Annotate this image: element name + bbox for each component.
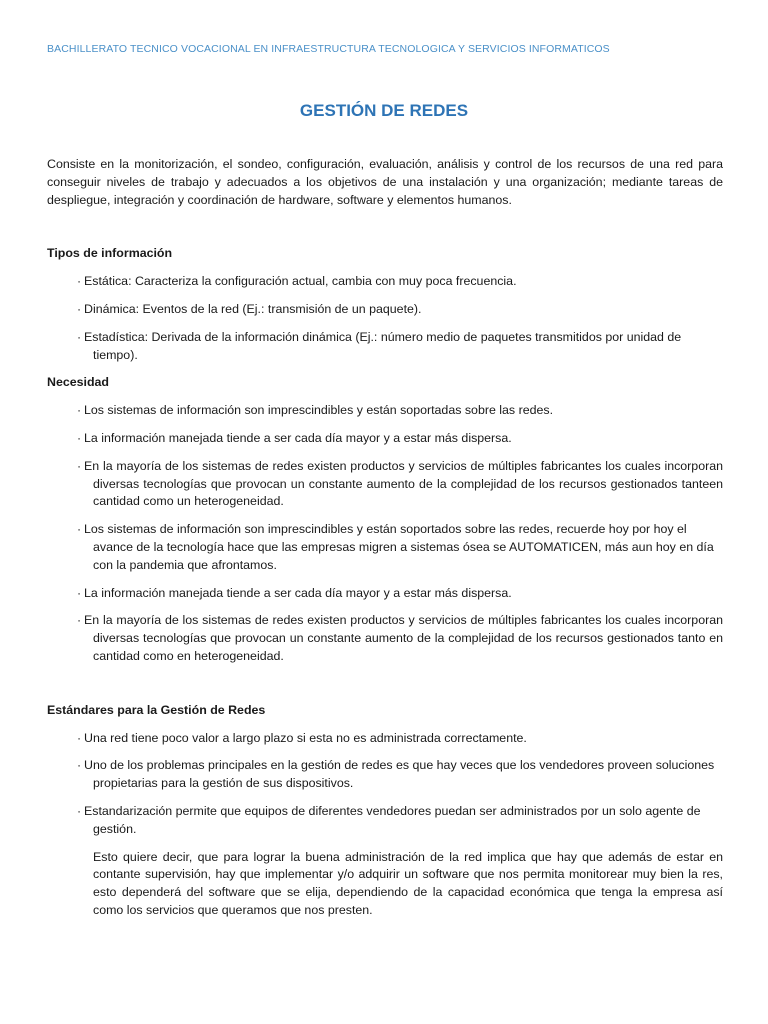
bullet-marker: · xyxy=(77,522,82,537)
bullet-marker: · xyxy=(77,613,82,628)
list-item-text: Los sistemas de información son imprescindibles y están soportados sobre las redes, recuerde hoy por hoy el avance de la tecnología hace que las empresas migren a sistemas ósea se AUTOMATICEN, más aun hoy en día con la pandemia que afrontamos. xyxy=(84,522,714,572)
page-title: GESTIÓN DE REDES xyxy=(299,101,469,120)
list-item-text: Dinámica: Eventos de la red (Ej.: transmisión de un paquete). xyxy=(84,301,422,316)
list-item-text: Una red tiene poco valor a largo plazo si esta no es administrada correctamente. xyxy=(84,730,527,745)
list-item xyxy=(47,585,723,603)
list-item-text: En la mayoría de los sistemas de redes existen productos y servicios de múltiples fabricantes los cuales incorporan diversas tecnologías que provocan un constante aumento de la complejidad de los recursos gestionados tanto en cantidad como en heterogeneidad. xyxy=(84,613,723,663)
list-item xyxy=(47,329,723,365)
running-header: BACHILLERATO TECNICO VOCACIONAL EN INFRAESTRUCTURA TECNOLOGICA Y SERVICIOS INFORMATICOS xyxy=(47,43,610,55)
list-item-text: Estandarización permite que equipos de diferentes vendedores puedan ser administrados por un solo agente de gestión. xyxy=(84,803,701,836)
list-item-text: Uno de los problemas principales en la gestión de redes es que hay veces que los vendedores proveen soluciones propietarias para la gestión de sus dispositivos. xyxy=(84,758,715,791)
bullet-marker: · xyxy=(77,730,82,745)
intro-paragraph: Consiste en la monitorización, el sondeo, configuración, evaluación, análisis y control de los recursos de una red para conseguir niveles de trabajo y adecuados a los objetivos de una instalación y una organización; mediante tareas de despliegue, integración y coordinación de hardware, software y elementos humanos. xyxy=(47,157,723,207)
list-item xyxy=(47,757,723,793)
bullet-marker: · xyxy=(77,403,82,418)
list-item-text: En la mayoría de los sistemas de redes existen productos y servicios de múltiples fabricantes los cuales incorporan diversas tecnologías que provocan un constante aumento de la complejidad de los recursos gestionados tanteen cantidad como un heterogeneidad. xyxy=(84,458,723,509)
list-item-text: Estadística: Derivada de la información dinámica (Ej.: número medio de paquetes transmitidos por unidad de tiempo). xyxy=(84,329,682,362)
document-body xyxy=(47,156,723,920)
section-heading-estandares: Estándares para la Gestión de Redes xyxy=(47,702,266,717)
list-item xyxy=(47,521,723,574)
list-item xyxy=(47,430,723,448)
bullet-marker: · xyxy=(77,329,82,344)
bullet-marker: · xyxy=(77,758,82,773)
bullet-marker: · xyxy=(77,430,82,445)
list-item xyxy=(47,612,723,665)
section-heading-tipos: Tipos de información xyxy=(47,246,173,261)
list-item xyxy=(47,730,723,748)
section-heading-necesidad: Necesidad xyxy=(47,375,109,390)
list-item-text: Los sistemas de información son imprescindibles y están soportadas sobre las redes. xyxy=(84,403,554,418)
explanatory-paragraph: Esto quiere decir, que para lograr la buena administración de la red implica que hay que además de estar en contante supervisión, hay que implementar y/o adquirir un software que nos permita monitorear muy bien la res, esto dependerá del software que se elija, dependiendo de la capacidad económica que tenga la empresa así como los servicios que queramos que nos presten. xyxy=(93,849,723,917)
list-item xyxy=(47,803,723,839)
bullet-marker: · xyxy=(77,458,82,473)
bullet-marker: · xyxy=(77,301,82,316)
bullet-marker: · xyxy=(77,585,82,600)
bullet-marker: · xyxy=(77,803,82,818)
list-item xyxy=(47,458,723,511)
list-item-text: Estática: Caracteriza la configuración actual, cambia con muy poca frecuencia. xyxy=(84,274,517,289)
list-item xyxy=(47,273,723,291)
bullet-marker: · xyxy=(77,274,82,289)
list-item-text: La información manejada tiende a ser cada día mayor y a estar más dispersa. xyxy=(84,430,512,445)
list-item xyxy=(47,402,723,420)
list-item xyxy=(47,301,723,319)
list-item-text: La información manejada tiende a ser cada día mayor y a estar más dispersa. xyxy=(84,585,512,600)
